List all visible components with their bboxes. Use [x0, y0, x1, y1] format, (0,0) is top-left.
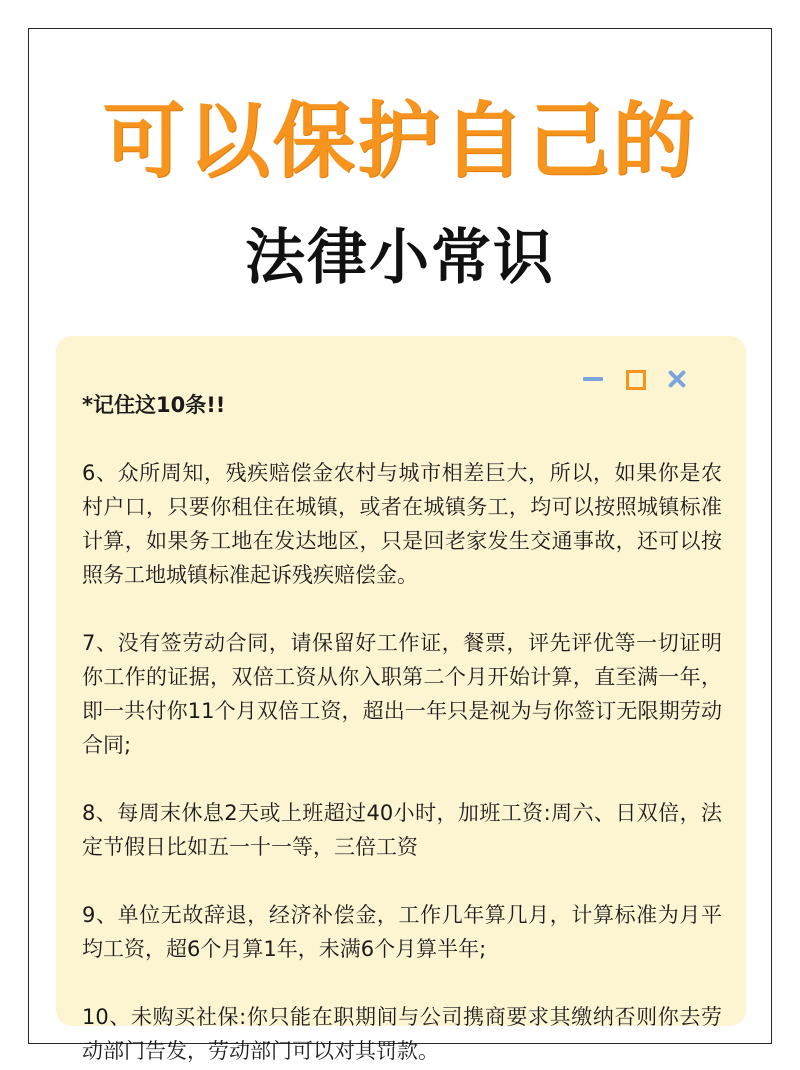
- page-title: 可以保护自己的: [102, 94, 698, 189]
- list-item-9: 9、单位无故辞退，经济补偿金，工作几年算几月，计算标准为月平均工资，超6个月算1年，未满6个月算半年;: [82, 903, 722, 961]
- content-card: [56, 336, 746, 1063]
- list-item-7: 7、没有签劳动合同，请保留好工作证，餐票，评先评优等一切证明你工作的证据，双倍工资从你入职第二个月开始计算，直至满一年，即一共付你11个月双倍工资，超出一年只是视为与你签订无限期劳动合同;: [82, 631, 722, 757]
- minimize-bar: [583, 377, 603, 381]
- window-controls: [582, 368, 688, 390]
- remember-heading: *记住这10条!!: [82, 393, 226, 417]
- card-content: [82, 388, 722, 1068]
- minimize-icon[interactable]: [582, 368, 604, 390]
- list-item-6: 6、众所周知，残疾赔偿金农村与城市相差巨大，所以，如果你是农村户口，只要你租住在城镇，或者在城镇务工，均可以按照城镇标准计算，如果务工地在发达地区，只是回老家发生交通事故，还可以按照务工地城镇标准起诉残疾赔偿金。: [82, 461, 722, 587]
- maximize-box: [626, 370, 646, 390]
- page-subtitle: 法律小常识: [245, 223, 555, 293]
- maximize-icon[interactable]: [624, 368, 646, 390]
- close-icon[interactable]: [666, 368, 688, 390]
- list-item-8: 8、每周末休息2天或上班超过40小时，加班工资:周六、日双倍，法定节假日比如五一十一等，三倍工资: [82, 801, 722, 859]
- list-item-10: 10、未购买社保:你只能在职期间与公司携商要求其缴纳否则你去劳动部门告发，劳动部门可以对其罚款。: [82, 1005, 722, 1063]
